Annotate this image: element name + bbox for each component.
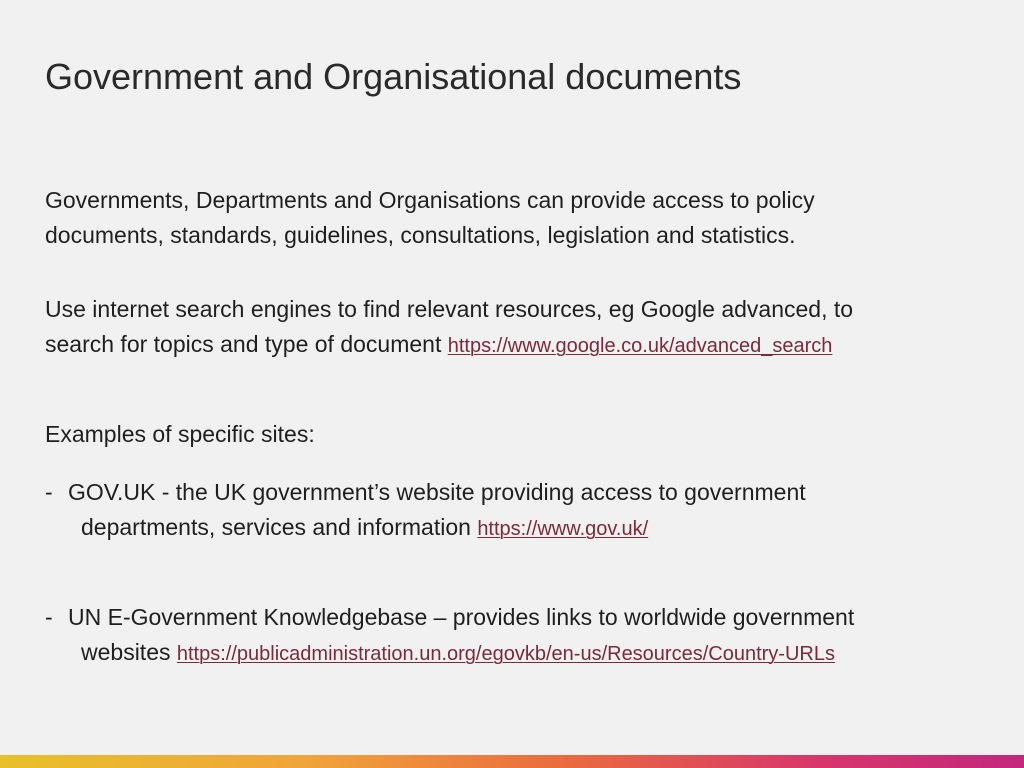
bullet-gov-uk-line-1 [45,475,995,510]
search-line-1: Use internet search engines to find relevant resources, eg Google advanced, to [45,296,854,322]
bullet-un-egov [45,600,995,672]
bullet-un-egov-text-2: websites [81,639,171,665]
intro-line-2: documents, standards, guidelines, consultations, legislation and statistics. [45,222,796,248]
search-line-2-text: search for topics and type of document [45,331,442,357]
intro-paragraph [45,183,985,253]
bullet-dash: - [45,479,53,505]
examples-heading: Examples of specific sites: [45,421,315,447]
bullet-gov-uk-text-1: GOV.UK - the UK government’s website providing access to government [68,479,806,505]
bullet-gov-uk-text-2: departments, services and information [81,514,471,540]
bullet-gov-uk-line-2 [45,510,995,547]
bullet-un-egov-text-1: UN E-Government Knowledgebase – provides links to worldwide government [68,604,855,630]
bullet-un-egov-line-1 [45,600,995,635]
bullet-dash: - [45,604,53,630]
search-paragraph [45,292,985,364]
bullet-gov-uk [45,475,995,547]
intro-line-1: Governments, Departments and Organisations can provide access to policy [45,187,815,213]
bottom-gradient-bar [0,755,1024,768]
un-egov-link[interactable]: https://publicadministration.un.org/egovkb/en-us/Resources/Country-URLs [176,643,835,665]
bullet-un-egov-line-2 [45,635,995,672]
google-advanced-search-link[interactable]: https://www.google.co.uk/advanced_search [447,335,833,357]
slide-title: Government and Organisational documents [45,56,742,97]
gov-uk-link[interactable]: https://www.gov.uk/ [477,518,649,540]
search-line-2 [45,327,985,364]
